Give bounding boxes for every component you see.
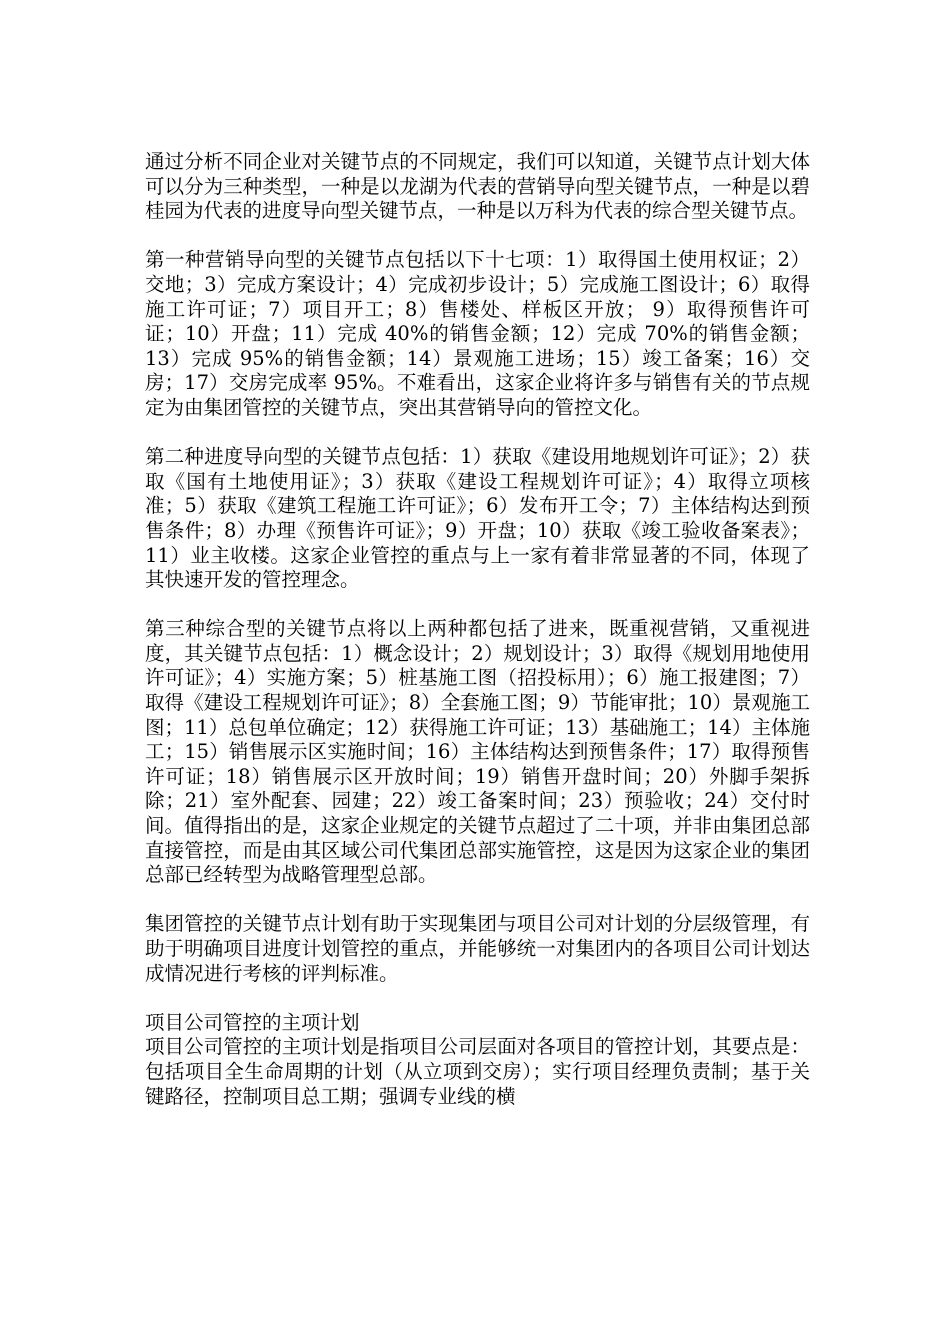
paragraph-project-master-plan: 项目公司管控的主项计划是指项目公司层面对各项目的管控计划，其要点是：包括项目全生命周期的计划（从立项到交房）；实行项目经理负责制；基于关键路径，控制项目总工期；强调专业线的横 <box>145 1035 810 1108</box>
paragraph-progress-oriented: 第二种进度导向型的关键节点包括：1）获取《建设用地规划许可证》；2）获取《国有土地使用证》；3）获取《建设工程规划许可证》；4）取得立项核准；5）获取《建筑工程施工许可证》；6）发布开工令；7）主体结构达到预售条件；8）办理《预售许可证》；9）开盘；10）获取《竣工验收备案表》；11）业主收楼。这家企业管控的重点与上一家有着非常显著的不同，体现了其快速开发的管控理念。 <box>145 445 810 592</box>
document-body <box>145 150 810 1109</box>
paragraph-group-control-summary: 集团管控的关键节点计划有助于实现集团与项目公司对计划的分层级管理，有助于明确项目进度计划管控的重点，并能够统一对集团内的各项目公司计划达成情况进行考核的评判标准。 <box>145 912 810 985</box>
paragraph-marketing-oriented: 第一种营销导向型的关键节点包括以下十七项：1）取得国土使用权证；2）交地；3）完成方案设计；4）完成初步设计；5）完成施工图设计；6）取得施工许可证；7）项目开工；8）售楼处、样板区开放； 9）取得预售许可证；10）开盘；11）完成 40%的销售金额；12）完成 70%的销售金额；13）完成 95%的销售金额；14）景观施工进场；15）竣工备案；16）交房；17）交房完成率 95%。不难看出，这家企业将许多与销售有关的节点规定为由集团管控的关键节点，突出其营销导向的管控文化。 <box>145 248 810 419</box>
paragraph-key-node-types: 通过分析不同企业对关键节点的不同规定，我们可以知道，关键节点计划大体可以分为三种类型，一种是以龙湖为代表的营销导向型关键节点，一种是以碧桂园为代表的进度导向型关键节点，一种是以万科为代表的综合型关键节点。 <box>145 150 810 223</box>
paragraph-comprehensive: 第三种综合型的关键节点将以上两种都包括了进来，既重视营销，又重视进度，其关键节点包括：1）概念设计；2）规划设计；3）取得《规划用地使用许可证》；4）实施方案；5）桩基施工图（招投标用）；6）施工报建图；7）取得《建设工程规划许可证》；8）全套施工图；9）节能审批；10）景观施工图；11）总包单位确定；12）获得施工许可证；13）基础施工；14）主体施工；15）销售展示区实施时间；16）主体结构达到预售条件；17）取得预售许可证；18）销售展示区开放时间；19）销售开盘时间；20）外脚手架拆除；21）室外配套、园建；22）竣工备案时间；23）预验收；24）交付时间。值得指出的是，这家企业规定的关键节点超过了二十项，并非由集团总部直接管控，而是由其区域公司代集团总部实施管控，这是因为这家企业的集团总部已经转型为战略管理型总部。 <box>145 617 810 887</box>
section-heading: 项目公司管控的主项计划 <box>145 1010 360 1034</box>
